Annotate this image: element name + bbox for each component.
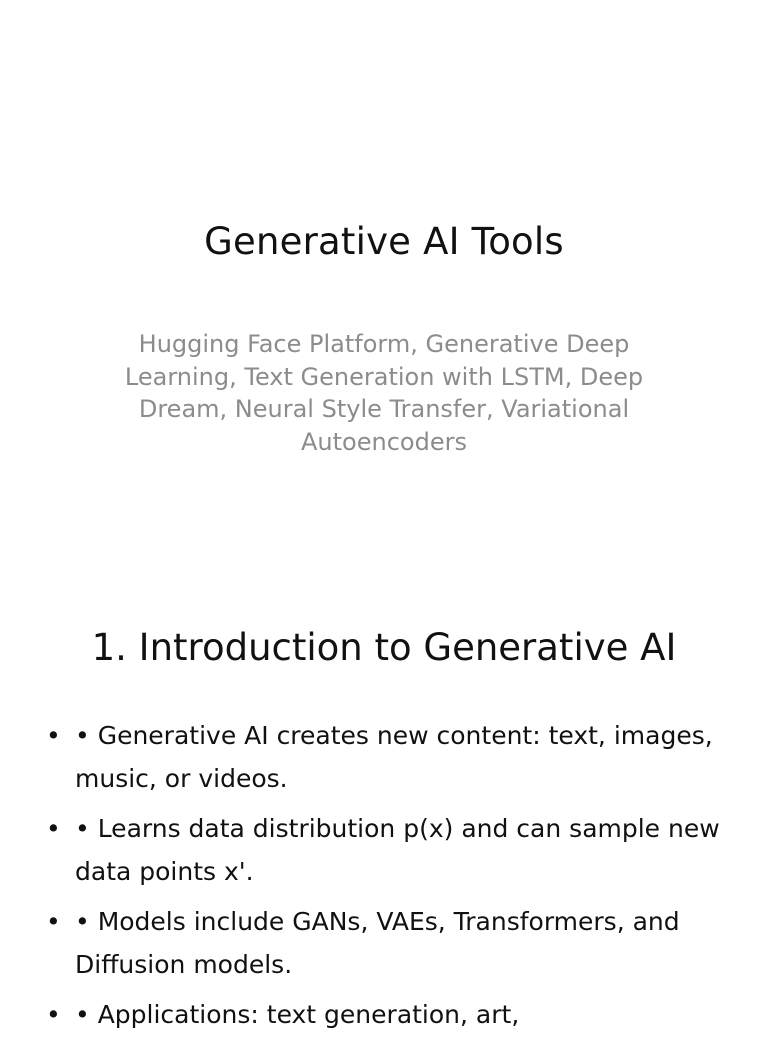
bullet-dot-icon: • <box>46 814 61 843</box>
bullet-dot-icon: • <box>46 1000 61 1029</box>
section-title: 1. Introduction to Generative AI <box>91 626 677 669</box>
slide-title: Generative AI Tools <box>204 220 564 263</box>
bullet-text: • Models include GANs, VAEs, Transformers, and Diffusion models. <box>75 907 680 979</box>
bullet-dot-icon: • <box>46 721 61 750</box>
bullet-text: • Applications: text generation, art, <box>75 1000 520 1029</box>
bullet-text: • Learns data distribution p(x) and can sample new data points x'. <box>75 814 720 886</box>
bullet-dot-icon: • <box>46 907 61 936</box>
bullet-item <box>46 807 736 893</box>
bullet-list <box>46 714 736 1043</box>
slide-subtitle: Hugging Face Platform, Generative Deep Learning, Text Generation with LSTM, Deep Dream, Neural Style Transfer, Variational Autoencoders <box>124 330 644 456</box>
bullet-text: • Generative AI creates new content: text, images, music, or videos. <box>75 721 713 793</box>
bullet-item <box>46 714 736 800</box>
bullet-item <box>46 900 736 986</box>
bullet-item <box>46 993 736 1036</box>
